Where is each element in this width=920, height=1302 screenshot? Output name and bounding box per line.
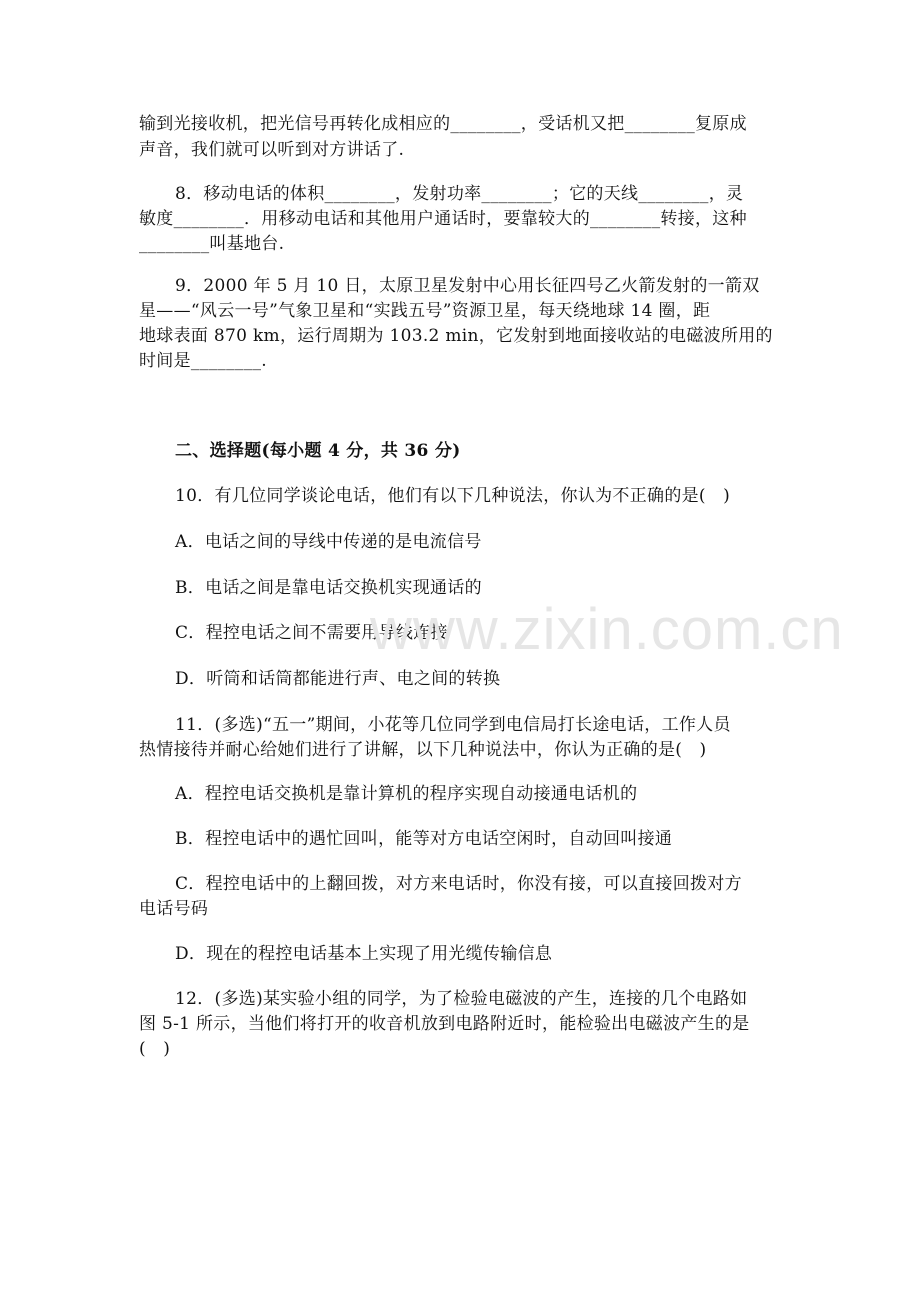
q10-stem: 10．有几位同学谈论电话，他们有以下几种说法，你认为不正确的是( ) (175, 486, 731, 506)
q12-line-2: 图 5-1 所示，当他们将打开的收音机放到电路附近时，能检验出电磁波产生的是 (139, 1014, 750, 1034)
q8-line-3: ________叫基地台. (139, 234, 285, 254)
watermark: www.zixin.com.cn (370, 597, 844, 662)
q7-line-2: 声音，我们就可以听到对方讲话了. (139, 140, 405, 160)
q11-option-c-line-2: 电话号码 (139, 899, 209, 919)
q9-line-1: 9．2000 年 5 月 10 日，太原卫星发射中心用长征四号乙火箭发射的一箭双 (175, 276, 760, 296)
q11-stem-line-2: 热情接待并耐心给她们进行了讲解，以下几种说法中，你认为正确的是( ) (139, 740, 707, 760)
q12-line-3: ( ) (139, 1039, 171, 1059)
q9-line-4: 时间是________. (139, 351, 268, 371)
q9-line-2: 星——“风云一号”气象卫星和“实践五号”资源卫星，每天绕地球 14 圈，距 (139, 301, 711, 321)
q10-option-c: C．程控电话之间不需要用导线连接 (175, 623, 448, 643)
q10-option-a: A．电话之间的导线中传递的是电流信号 (175, 532, 482, 552)
q8-line-2: 敏度________．用移动电话和其他用户通话时，要靠较大的________转接，这种 (139, 209, 747, 229)
q11-option-c-line-1: C．程控电话中的上翻回拨，对方来电话时，你没有接，可以直接回拨对方 (175, 874, 742, 894)
q12-line-1: 12．(多选)某实验小组的同学，为了检验电磁波的产生，连接的几个电路如 (175, 989, 748, 1009)
q10-option-b: B．电话之间是靠电话交换机实现通话的 (175, 578, 482, 598)
q10-option-d: D．听筒和话筒都能进行声、电之间的转换 (175, 669, 501, 689)
q7-line-1: 输到光接收机，把光信号再转化成相应的________，受话机又把________复原成 (139, 114, 747, 134)
q11-option-d: D．现在的程控电话基本上实现了用光缆传输信息 (175, 944, 553, 964)
q11-option-b: B．程控电话中的遇忙回叫，能等对方电话空闲时，自动回叫接通 (175, 829, 673, 849)
section-2-heading: 二、选择题(每小题 4 分，共 36 分) (175, 441, 461, 461)
q11-option-a: A．程控电话交换机是靠计算机的程序实现自动接通电话机的 (175, 784, 638, 804)
q11-stem-line-1: 11．(多选)“五一”期间，小花等几位同学到电信局打长途电话，工作人员 (175, 715, 731, 735)
q9-line-3: 地球表面 870 km，运行周期为 103.2 min，它发射到地面接收站的电磁波所用的 (139, 326, 773, 346)
q8-line-1: 8．移动电话的体积________，发射功率________；它的天线________，灵 (175, 184, 744, 204)
